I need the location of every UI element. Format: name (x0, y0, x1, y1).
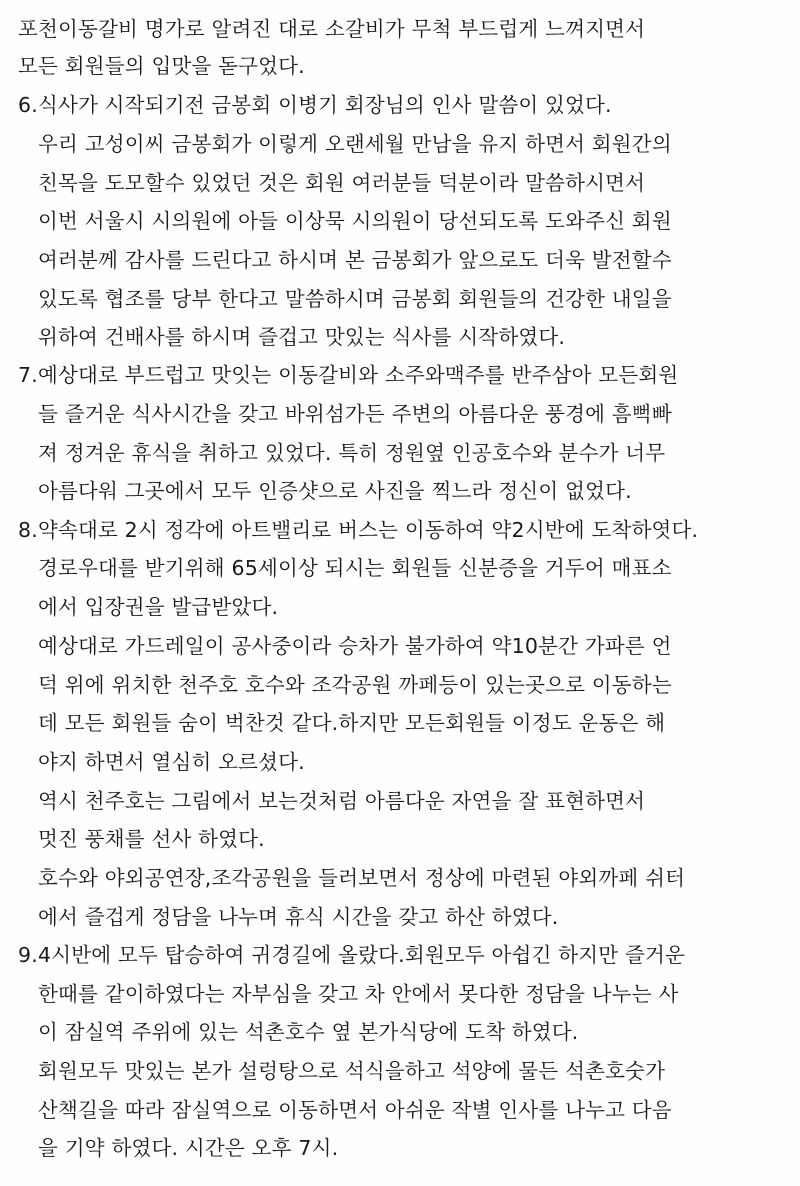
section-9-line: 회원모두 맛있는 본가 설렁탕으로 석식을하고 석양에 물든 석촌호숫가 (38, 1059, 666, 1083)
section-9-heading: 9.4시반에 모두 탑승하여 귀경길에 올랐다.회원모두 아쉽긴 하지만 즐거운 (18, 943, 686, 967)
section-7-line: 아름다워 그곳에서 모두 인증샷으로 사진을 찍느라 정신이 없었다. (38, 479, 632, 503)
section-6-line: 위하여 건배사를 하시며 즐겁고 맛있는 식사를 시작하였다. (38, 325, 566, 349)
section-8-line: 멋진 풍채를 선사 하였다. (38, 827, 265, 851)
section-8-line: 데 모든 회원들 숨이 벅찬것 같다.하지만 모든회원들 이정도 운동은 해 (38, 711, 666, 735)
section-8-heading: 8.약속대로 2시 정각에 아트밸리로 버스는 이동하여 약2시반에 도착하엿다. (18, 518, 699, 542)
section-9-line: 한때를 같이하였다는 자부심을 갖고 차 안에서 못다한 정담을 나누는 사 (38, 982, 679, 1006)
section-7-line: 들 즐거운 식사시간을 갖고 바위섬가든 주변의 아름다운 풍경에 흠뻑빠 (38, 402, 672, 426)
section-6-line: 여러분께 감사를 드린다고 하시며 본 금봉회가 앞으로도 더욱 발전할수 (38, 248, 672, 272)
section-8-line: 에서 즐겁게 정담을 나누며 휴식 시간을 갖고 하산 하였다. (38, 905, 559, 929)
intro-line: 포천이동갈비 명가로 알려진 대로 소갈비가 무척 부드럽게 느껴지면서 (18, 17, 646, 41)
section-8-line: 호수와 야외공연장,조각공원을 들러보면서 정상에 마련된 야외까페 쉬터 (38, 866, 686, 890)
section-6-line: 이번 서울시 시의원에 아들 이상묵 시의원이 당선되도록 도와주신 회원 (38, 209, 672, 233)
section-9-line: 을 기약 하였다. 시간은 오후 7시. (38, 1136, 339, 1160)
section-6-line: 친목을 도모할수 있었던 것은 회원 여러분들 덕분이라 말씀하시면서 (38, 171, 646, 195)
section-6-heading: 6.식사가 시작되기전 금봉회 이병기 회장님의 인사 말씀이 있었다. (18, 93, 612, 117)
section-7-heading: 7.예상대로 부드럽고 맛잇는 이동갈비와 소주와맥주를 반주삼아 모든회원 (18, 363, 679, 387)
section-8-line: 야지 하면서 열심히 오르셨다. (38, 750, 305, 774)
section-6-line: 있도록 협조를 당부 한다고 말씀하시며 금봉회 회원들의 건강한 내일을 (38, 287, 672, 311)
section-8-line: 덕 위에 위치한 천주호 호수와 조각공원 까페등이 있는곳으로 이동하는 (38, 673, 672, 697)
section-8-line: 예상대로 가드레일이 공사중이라 승차가 불가하여 약10분간 가파른 언 (38, 634, 672, 658)
section-6-line: 우리 고성이씨 금봉회가 이렇게 오랜세월 만남을 유지 하면서 회원간의 (38, 132, 672, 156)
section-9-line: 이 잠실역 주위에 있는 석촌호수 옆 본가식당에 도착 하였다. (38, 1020, 579, 1044)
intro-line: 모든 회원들의 입맛을 돋구었다. (18, 54, 305, 78)
section-7-line: 져 정겨운 휴식을 취하고 있었다. 특히 정원옆 인공호수와 분수가 너무 (38, 441, 666, 465)
section-9-line: 산책길을 따라 잠실역으로 이동하면서 아쉬운 작별 인사를 나누고 다음 (38, 1098, 672, 1122)
section-8-line: 경로우대를 받기위해 65세이상 되시는 회원들 신분증을 거두어 매표소 (38, 556, 672, 580)
section-8-line: 에서 입장권을 발급받았다. (38, 595, 279, 619)
section-8-line: 역시 천주호는 그림에서 보는것처럼 아름다운 자연을 잘 표현하면서 (38, 789, 646, 813)
